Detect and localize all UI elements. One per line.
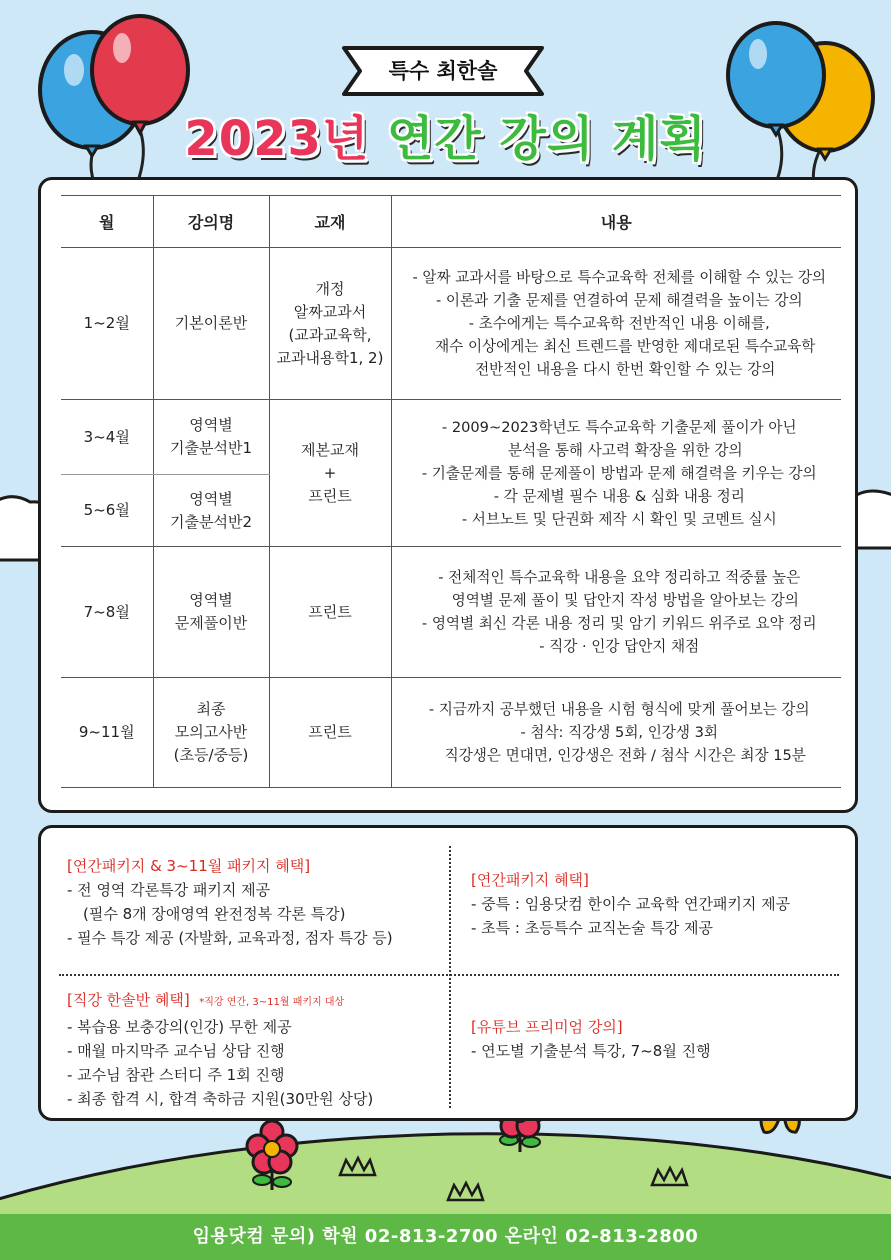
table-header-row bbox=[61, 196, 841, 248]
table-row bbox=[61, 547, 841, 678]
lecture-name-cell bbox=[153, 678, 269, 788]
benefit-title: [연간패키지 혜택] bbox=[471, 871, 589, 889]
content-line: - 지금까지 공부했던 내용을 시험 형식에 맞게 풀어보는 강의 bbox=[428, 701, 810, 718]
content-line: - 기출문제를 통해 문제풀이 방법과 문제 해결력을 키우는 강의 bbox=[421, 464, 817, 482]
benefit-title: [연간패키지 & 3~11월 패키지 혜택] bbox=[67, 857, 311, 875]
content-line: - 서브노트 및 단권화 제작 시 확인 및 코멘트 실시 bbox=[461, 510, 777, 528]
month-cell: 7~8월 bbox=[61, 547, 153, 678]
header-textbook: 교재 bbox=[269, 196, 391, 248]
table-row bbox=[61, 678, 841, 788]
benefit-youtube-premium bbox=[471, 1015, 711, 1063]
benefit-note: *직강 연간, 3~11월 패키지 대상 bbox=[199, 997, 345, 1008]
textbook-line: 교과내용학1, 2) bbox=[276, 348, 384, 367]
month-cell: 3~4월 bbox=[61, 400, 153, 475]
table-row bbox=[61, 400, 841, 475]
table-row bbox=[61, 248, 841, 400]
lecture-name-line: (초등/중등) bbox=[173, 746, 249, 764]
content-line: - 초수에게는 특수교육학 전반적인 내용 이해를, bbox=[468, 315, 770, 332]
header-content: 내용 bbox=[391, 196, 841, 248]
lecture-name-line: 문제풀이반 bbox=[174, 614, 248, 632]
textbook-cell bbox=[269, 248, 391, 400]
content-line: 직강생은 면대면, 인강생은 전화 / 첨삭 시간은 최장 15분 bbox=[444, 747, 806, 764]
contact-footer: 임용닷컴 문의) 학원 02-813-2700 온라인 02-813-2800 bbox=[0, 1214, 891, 1260]
textbook-line: 프린트 bbox=[308, 486, 352, 505]
flower-left-icon bbox=[247, 1121, 297, 1190]
benefit-line: - 최종 합격 시, 합격 축하금 지원(30만원 상당) bbox=[67, 1090, 374, 1108]
benefit-line: - 초특 : 초등특수 교직논술 특강 제공 bbox=[471, 919, 713, 937]
textbook-cell: 프린트 bbox=[269, 678, 391, 788]
title-ribbon bbox=[340, 45, 546, 97]
benefit-title: [유튜브 프리미엄 강의] bbox=[471, 1018, 623, 1036]
benefit-line: - 필수 특강 제공 (자발화, 교육과정, 점자 특강 등) bbox=[67, 929, 393, 947]
benefits-card bbox=[38, 825, 858, 1121]
content-line: - 알짜 교과서를 바탕으로 특수교육학 전체를 이해할 수 있는 강의 bbox=[412, 269, 827, 286]
lecture-name-cell bbox=[153, 475, 269, 547]
lecture-name-line: 기출분석반2 bbox=[170, 512, 252, 531]
lecture-name-line: 영역별 bbox=[189, 416, 233, 434]
horizontal-divider bbox=[59, 974, 839, 976]
lecture-plan-card bbox=[38, 177, 858, 813]
benefit-title: [직강 한솔반 혜택] bbox=[67, 991, 190, 1009]
vertical-divider bbox=[449, 846, 451, 1108]
content-line: - 각 문제별 필수 내용 & 심화 내용 정리 bbox=[493, 487, 745, 505]
lecture-name-line: 기출분석반1 bbox=[170, 439, 252, 457]
lecture-name-cell bbox=[153, 547, 269, 678]
content-line: - 직강 · 인강 답안지 채점 bbox=[539, 638, 700, 655]
content-cell bbox=[391, 248, 841, 400]
content-line: 재수 이상에게는 최신 트렌드를 반영한 제대로된 특수교육학 bbox=[435, 338, 816, 355]
benefit-annual-package bbox=[471, 868, 790, 940]
textbook-line: 제본교재 bbox=[301, 440, 359, 459]
benefit-line: - 복습용 보충강의(인강) 무한 제공 bbox=[67, 1018, 292, 1036]
textbook-line: 알짜교과서 bbox=[293, 302, 367, 321]
lecture-name-cell: 기본이론반 bbox=[153, 248, 269, 400]
benefit-line: - 중특 : 임용닷컴 한이수 교육학 연간패키지 제공 bbox=[471, 895, 791, 913]
instructor-name: 특수 최한솔 bbox=[388, 59, 498, 83]
content-line: 분석을 통해 사고력 확장을 위한 강의 bbox=[507, 441, 743, 459]
title-rest: 연간 강의 계획 bbox=[387, 111, 707, 167]
content-line: - 전체적인 특수교육학 내용을 요약 정리하고 적중률 높은 bbox=[438, 569, 801, 586]
content-line: 영역별 문제 풀이 및 답안지 작성 방법을 알아보는 강의 bbox=[451, 592, 799, 609]
benefit-line: - 전 영역 각론특강 패키지 제공 bbox=[67, 881, 271, 899]
page-title bbox=[0, 100, 891, 169]
textbook-line: + bbox=[323, 463, 337, 482]
content-cell bbox=[391, 400, 841, 547]
benefit-line: - 연도별 기출분석 특강, 7~8월 진행 bbox=[471, 1042, 711, 1060]
lecture-name-line: 최종 bbox=[196, 700, 226, 718]
benefit-line: - 교수님 참관 스터디 주 1회 진행 bbox=[67, 1066, 285, 1084]
content-line: - 이론과 기출 문제를 연결하여 문제 해결력을 높이는 강의 bbox=[435, 292, 803, 309]
lecture-name-cell bbox=[153, 400, 269, 475]
textbook-cell bbox=[269, 400, 391, 547]
textbook-line: 개정 bbox=[315, 279, 345, 298]
lecture-name-line: 영역별 bbox=[189, 489, 233, 508]
lecture-plan-table bbox=[61, 195, 841, 788]
content-line: - 2009~2023학년도 특수교육학 기출문제 풀이가 아닌 bbox=[441, 418, 797, 436]
content-line: 전반적인 내용을 다시 한번 확인할 수 있는 강의 bbox=[475, 361, 776, 378]
header-lecture-name: 강의명 bbox=[153, 196, 269, 248]
header-month: 월 bbox=[61, 196, 153, 248]
benefit-line: - 매월 마지막주 교수님 상담 진행 bbox=[67, 1042, 285, 1060]
lecture-name-line: 모의고사반 bbox=[174, 723, 248, 741]
month-cell: 5~6월 bbox=[61, 475, 153, 547]
benefit-annual-3-11-package bbox=[67, 854, 393, 950]
content-line: - 영역별 최신 각론 내용 정리 및 암기 키워드 위주로 요약 정리 bbox=[421, 615, 817, 632]
textbook-cell: 프린트 bbox=[269, 547, 391, 678]
content-cell bbox=[391, 547, 841, 678]
content-cell bbox=[391, 678, 841, 788]
textbook-line: (교과교육학, bbox=[288, 325, 372, 344]
lecture-name-line: 영역별 bbox=[189, 591, 233, 609]
benefit-line: (필수 8개 장애영역 완전정복 각론 특강) bbox=[83, 905, 346, 923]
content-line: - 첨삭: 직강생 5회, 인강생 3회 bbox=[520, 724, 719, 741]
title-year: 2023년 bbox=[184, 111, 370, 167]
benefit-onsite-class bbox=[67, 988, 373, 1111]
month-cell: 1~2월 bbox=[61, 248, 153, 400]
month-cell: 9~11월 bbox=[61, 678, 153, 788]
